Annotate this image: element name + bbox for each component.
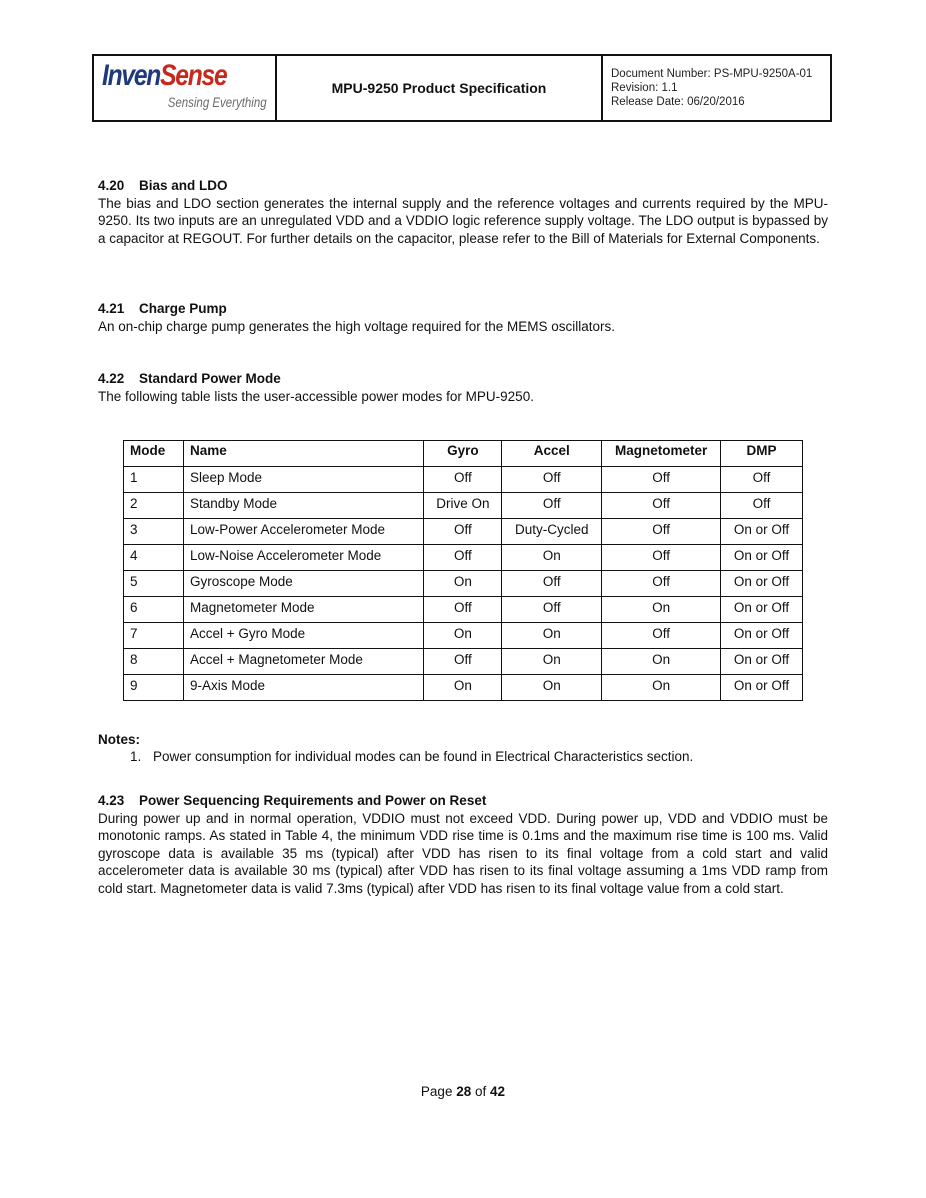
note-text: Power consumption for individual modes can be found in Electrical Characteristics section.: [153, 749, 694, 764]
cell-dmp: On or Off: [721, 623, 803, 649]
section-heading-4-21: [98, 301, 227, 316]
cell-mode: 9: [124, 675, 184, 701]
section-heading-4-23: [98, 793, 486, 808]
note-item: [130, 749, 693, 764]
cell-gyro: On: [424, 675, 502, 701]
table-row: [124, 545, 803, 571]
cell-magnetometer: On: [602, 675, 721, 701]
cell-dmp: On or Off: [721, 571, 803, 597]
table-row: [124, 571, 803, 597]
section-number: 4.21: [98, 301, 125, 316]
cell-gyro: Off: [424, 545, 502, 571]
cell-dmp: On or Off: [721, 545, 803, 571]
page-label: Page: [420, 1084, 453, 1099]
cell-name: Accel + Gyro Mode: [183, 623, 424, 649]
cell-magnetometer: Off: [602, 623, 721, 649]
section-title: Bias and LDO: [139, 178, 228, 193]
cell-mode: 2: [124, 493, 184, 519]
section-title: Power Sequencing Requirements and Power on Reset: [139, 793, 487, 808]
title-cell: [277, 56, 603, 120]
cell-magnetometer: On: [602, 597, 721, 623]
cell-mode: 1: [124, 467, 184, 493]
cell-accel: Off: [502, 571, 602, 597]
cell-magnetometer: Off: [602, 545, 721, 571]
table-row: [124, 467, 803, 493]
document-title: MPU-9250 Product Specification: [331, 80, 547, 96]
table-row: [124, 649, 803, 675]
cell-mode: 3: [124, 519, 184, 545]
section-heading-4-20: [98, 178, 228, 193]
cell-name: Accel + Magnetometer Mode: [183, 649, 424, 675]
cell-gyro: Off: [424, 597, 502, 623]
cell-dmp: Off: [721, 493, 803, 519]
cell-accel: Off: [502, 467, 602, 493]
cell-name: Low-Noise Accelerometer Mode: [183, 545, 424, 571]
cell-name: Low-Power Accelerometer Mode: [183, 519, 424, 545]
notes-heading: Notes:: [98, 732, 141, 747]
column-header-magnetometer: Magnetometer: [602, 441, 721, 467]
cell-accel: Off: [502, 597, 602, 623]
page-separator: of: [475, 1084, 487, 1099]
cell-mode: 6: [124, 597, 184, 623]
table-header-row: [124, 441, 803, 467]
cell-mode: 4: [124, 545, 184, 571]
note-number: 1.: [130, 749, 142, 764]
cell-dmp: On or Off: [721, 597, 803, 623]
section-number: 4.20: [98, 178, 125, 193]
logo-tagline: Sensing Everything: [168, 94, 267, 110]
cell-mode: 5: [124, 571, 184, 597]
cell-name: Standby Mode: [183, 493, 424, 519]
cell-gyro: Off: [424, 519, 502, 545]
cell-gyro: Off: [424, 649, 502, 675]
table-row: [124, 493, 803, 519]
cell-name: 9-Axis Mode: [183, 675, 424, 701]
section-title: Standard Power Mode: [139, 371, 281, 386]
table-row: [124, 597, 803, 623]
section-body-4-21: An on-chip charge pump generates the high voltage required for the MEMS oscillators.: [98, 319, 616, 334]
total-pages: 42: [490, 1084, 506, 1099]
cell-dmp: Off: [721, 467, 803, 493]
cell-accel: On: [502, 649, 602, 675]
cell-gyro: On: [424, 623, 502, 649]
table-row: [124, 623, 803, 649]
current-page-number: 28: [456, 1084, 472, 1099]
section-body-4-20: The bias and LDO section generates the internal supply and the reference voltages and currents required by the MPU-9250. Its two inputs are an unregulated VDD and a VDDIO logic reference supply voltage. The LDO output is bypassed by a capacitor at REGOUT. For further details on the capacitor, please refer to the Bill of Materials for External Components.: [98, 196, 828, 246]
table-row: [124, 519, 803, 545]
column-header-accel: Accel: [502, 441, 602, 467]
document-meta: [603, 56, 830, 120]
cell-mode: 8: [124, 649, 184, 675]
table-row: [124, 675, 803, 701]
section-title: Charge Pump: [139, 301, 227, 316]
cell-name: Sleep Mode: [183, 467, 424, 493]
cell-mode: 7: [124, 623, 184, 649]
cell-dmp: On or Off: [721, 649, 803, 675]
cell-gyro: Drive On: [424, 493, 502, 519]
document-number: Document Number: PS-MPU-9250A-01: [611, 68, 813, 80]
invensense-logo: [102, 59, 226, 93]
cell-magnetometer: On: [602, 649, 721, 675]
release-date: Release Date: 06/20/2016: [611, 96, 745, 108]
cell-accel: On: [502, 675, 602, 701]
cell-dmp: On or Off: [721, 519, 803, 545]
cell-accel: Off: [502, 493, 602, 519]
cell-magnetometer: Off: [602, 519, 721, 545]
cell-magnetometer: Off: [602, 467, 721, 493]
revision: Revision: 1.1: [611, 82, 678, 94]
section-body-4-23: During power up and in normal operation, VDDIO must not exceed VDD. During power up, VDD and VDDIO must be monotonic ramps. As stated in Table 4, the minimum VDD rise time is 0.1ms and the maximum rise time is 100 ms. Valid gyroscope data is available 35 ms (typical) after VDD has risen to its final voltage from a cold start and valid accelerometer data is available 30 ms (typical) after VDD has risen to its final voltage assuming a 1ms VDD ramp from cold start. Magnetometer data is valid 7.3ms (typical) after VDD has risen to its final voltage value from a cold start.: [98, 811, 828, 896]
power-modes-table: [123, 440, 803, 701]
logo-accent-text: Sense: [160, 59, 227, 92]
cell-name: Magnetometer Mode: [183, 597, 424, 623]
cell-magnetometer: Off: [602, 571, 721, 597]
cell-accel: Duty-Cycled: [502, 519, 602, 545]
column-header-mode: Mode: [124, 441, 184, 467]
cell-accel: On: [502, 623, 602, 649]
column-header-dmp: DMP: [721, 441, 803, 467]
logo-cell: [94, 56, 277, 120]
column-header-name: Name: [183, 441, 424, 467]
cell-accel: On: [502, 545, 602, 571]
cell-name: Gyroscope Mode: [183, 571, 424, 597]
table-body: [124, 467, 803, 701]
section-heading-4-22: [98, 371, 281, 386]
document-header: [92, 54, 832, 122]
cell-magnetometer: Off: [602, 493, 721, 519]
cell-dmp: On or Off: [721, 675, 803, 701]
logo-primary-text: Inven: [102, 59, 161, 92]
section-body-4-22: The following table lists the user-accessible power modes for MPU-9250.: [98, 389, 534, 404]
section-number: 4.22: [98, 371, 125, 386]
cell-gyro: Off: [424, 467, 502, 493]
section-number: 4.23: [98, 793, 125, 808]
page-footer: [0, 1084, 926, 1099]
cell-gyro: On: [424, 571, 502, 597]
column-header-gyro: Gyro: [424, 441, 502, 467]
